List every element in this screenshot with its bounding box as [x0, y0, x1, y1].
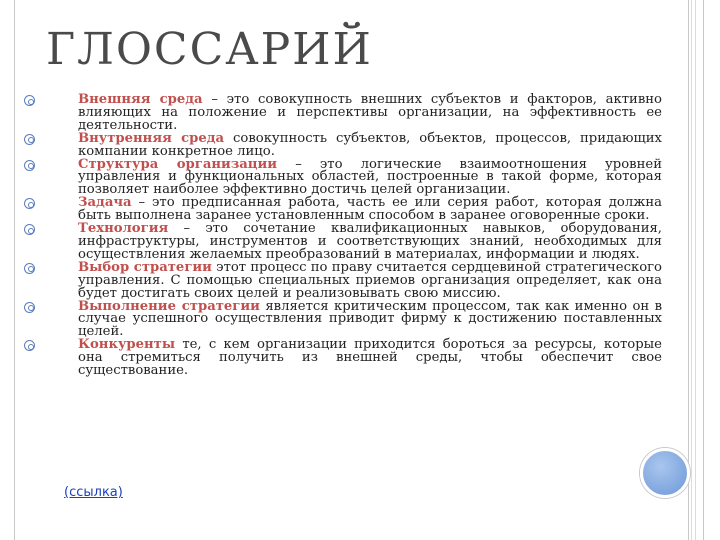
glossary-term: Внутренняя среда	[78, 130, 225, 146]
glossary-list	[22, 94, 662, 378]
bullet-icon	[24, 134, 35, 145]
reference-link[interactable]: (ссылка)	[64, 485, 123, 500]
glossary-term: Задача	[78, 195, 132, 211]
glossary-definition: – это сочетание квалификационных навыков, оборудования, инфраструктуры, инструментов и соответствующих знаний, необходимых для осуществления желаемых преобразований в материалах, информации и людях.	[78, 221, 662, 262]
glossary-item	[22, 298, 662, 340]
decorative-circle	[640, 448, 690, 498]
right-decorative-border	[688, 0, 704, 540]
glossary-item	[22, 156, 662, 198]
glossary-term: Конкуренты	[78, 337, 176, 353]
bullet-icon	[24, 263, 35, 274]
glossary-definition: совокупность субъектов, объектов, процессов, придающих компании конкретное лицо.	[78, 130, 662, 159]
bullet-icon	[24, 95, 35, 106]
glossary-definition: этот процесс по праву считается сердцевиной стратегического управления. С помощью специальных приемов организация определяет, как она будет достигать своих целей и реализовывать свою миссию.	[78, 259, 662, 301]
bullet-icon	[24, 198, 35, 209]
glossary-item	[22, 94, 662, 133]
glossary-term: Внешняя среда	[78, 92, 203, 107]
glossary-item	[22, 339, 662, 378]
glossary-term: Технология	[78, 221, 169, 237]
glossary-definition: – это логические взаимоотношения уровней управления и функциональных областей, построенные в такой форме, которая позволяет наиболее эффективно достичь целей организации.	[78, 156, 662, 198]
glossary-definition: – это предписанная работа, часть ее или серия работ, которая должна быть выполнена заранее установленным способом в заранее оговоренные сроки.	[78, 195, 662, 224]
glossary-definition: является критическим процессом, так как именно он в случае успешного осуществления приводит фирму к достижению поставленных целей.	[78, 298, 662, 340]
glossary-item	[22, 223, 662, 262]
glossary-term: Выбор стратегии	[78, 259, 212, 275]
glossary-term: Выполнение стратегии	[78, 298, 260, 314]
left-frame-line	[14, 0, 15, 540]
bullet-icon	[24, 340, 35, 351]
glossary-item	[22, 259, 662, 301]
glossary-definition: те, с кем организации приходится бороться за ресурсы, которые она стремиться получить из внешней среды, чтобы обеспечит свое существование.	[78, 337, 662, 379]
bullet-icon	[24, 160, 35, 171]
glossary-definition: – это совокупность внешних субъектов и факторов, активно влияющих на положение и перспективы организации, на эффективность ее деятельности.	[78, 92, 662, 133]
glossary-term: Структура организации	[78, 156, 278, 172]
glossary-item	[22, 197, 662, 223]
page-title: ГЛОССАРИЙ	[46, 24, 373, 75]
glossary-item	[22, 130, 662, 159]
bullet-icon	[24, 224, 35, 235]
bullet-icon	[24, 302, 35, 313]
